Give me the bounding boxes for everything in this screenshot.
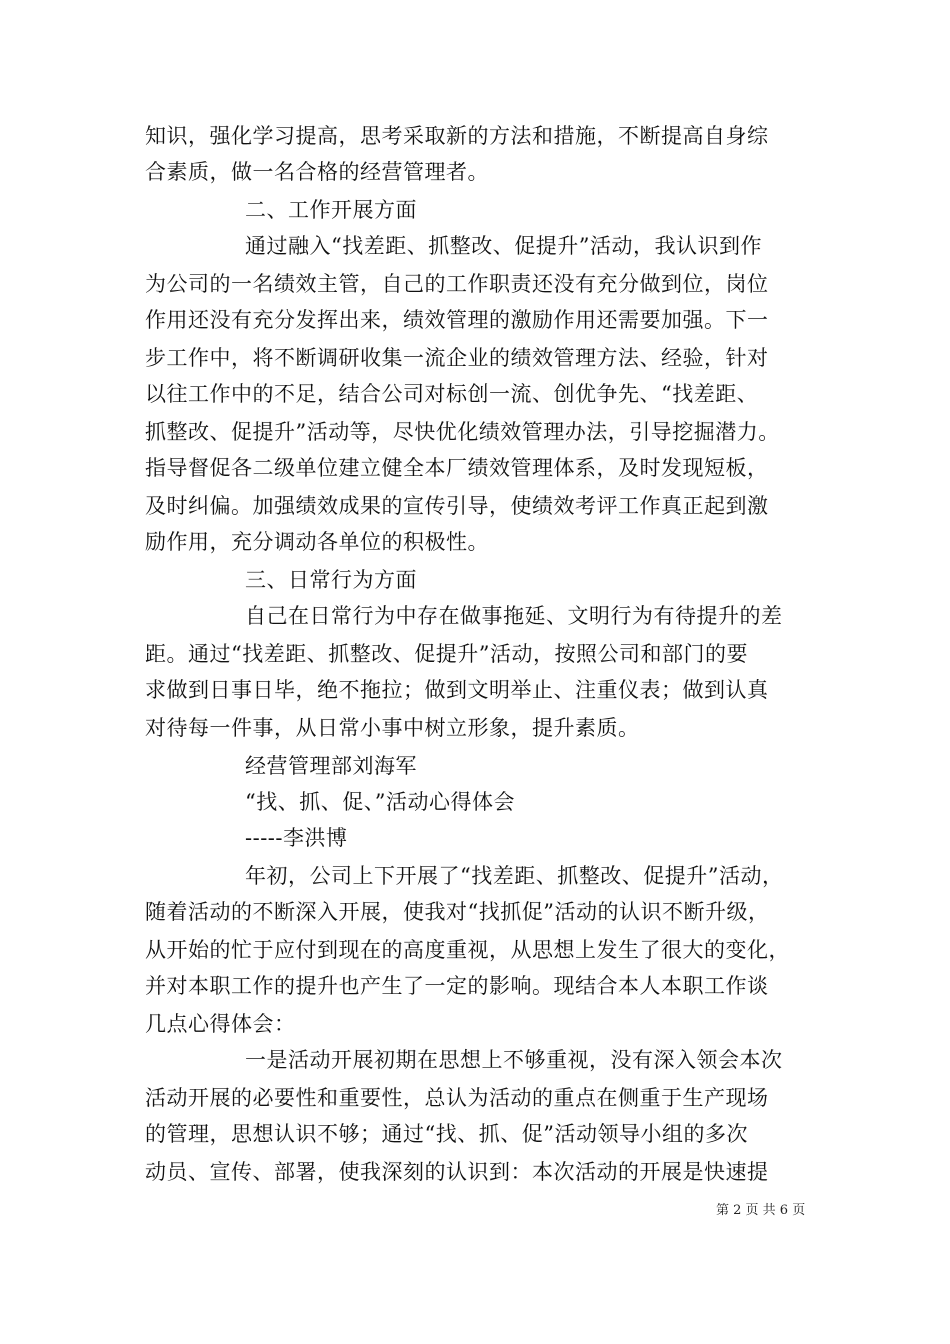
article-title: “找、抓、促、”活动心得体会 xyxy=(245,790,515,814)
body-line: 距。通过“找差距、抓整改、促提升”活动，按照公司和部门的要 xyxy=(145,642,748,666)
body-line: 步工作中，将不断调研收集一流企业的绩效管理方法、经验，针对 xyxy=(145,346,769,370)
body-line: 几点心得体会： xyxy=(145,1012,296,1036)
section-heading: 三、日常行为方面 xyxy=(245,568,417,592)
body-line: 对待每一件事，从日常小事中树立形象，提升素质。 xyxy=(145,716,640,740)
body-line: 动员、宣传、部署，使我深刻的认识到：本次活动的开展是快速提 xyxy=(145,1160,769,1184)
body-line: 合素质，做一名合格的经营管理者。 xyxy=(145,160,489,184)
body-line: 励作用，充分调动各单位的积极性。 xyxy=(145,530,489,554)
body-line: 及时纠偏。加强绩效成果的宣传引导，使绩效考评工作真正起到激 xyxy=(145,494,769,518)
body-line: 知识，强化学习提高，思考采取新的方法和措施，不断提高自身综 xyxy=(145,124,769,148)
body-line: 求做到日事日毕，绝不拖拉；做到文明举止、注重仪表；做到认真 xyxy=(145,678,769,702)
body-line: 以往工作中的不足，结合公司对标创一流、创优争先、“找差距、 xyxy=(145,382,759,406)
body-line: 指导督促各二级单位建立健全本厂绩效管理体系，及时发现短板， xyxy=(145,456,769,480)
body-line: 活动开展的必要性和重要性，总认为活动的重点在侧重于生产现场 xyxy=(145,1086,769,1110)
body-line: 作用还没有充分发挥出来，绩效管理的激励作用还需要加强。下一 xyxy=(145,308,769,332)
body-line: 抓整改、促提升”活动等，尽快优化绩效管理办法，引导挖掘潜力。 xyxy=(145,420,780,444)
author-signature: 经营管理部刘海军 xyxy=(245,754,417,778)
page-number-footer: 第 2 页 共 6 页 xyxy=(716,1203,806,1218)
section-heading: 二、工作开展方面 xyxy=(245,198,417,222)
body-line: 并对本职工作的提升也产生了一定的影响。现结合本人本职工作谈 xyxy=(145,974,769,998)
body-line: 自己在日常行为中存在做事拖延、文明行为有待提升的差 xyxy=(245,604,783,628)
body-line: 为公司的一名绩效主管，自己的工作职责还没有充分做到位，岗位 xyxy=(145,272,769,296)
body-line: 的管理，思想认识不够；通过“找、抓、促”活动领导小组的多次 xyxy=(145,1122,748,1146)
body-line: 通过融入“找差距、抓整改、促提升”活动，我认识到作 xyxy=(245,234,762,258)
article-author: -----李洪博 xyxy=(245,826,348,850)
body-line: 随着活动的不断深入开展，使我对“找抓促”活动的认识不断升级， xyxy=(145,900,770,924)
body-line: 一是活动开展初期在思想上不够重视，没有深入领会本次 xyxy=(245,1048,783,1072)
body-line: 年初，公司上下开展了“找差距、抓整改、促提升”活动， xyxy=(245,864,784,888)
body-line: 从开始的忙于应付到现在的高度重视，从思想上发生了很大的变化， xyxy=(145,938,790,962)
